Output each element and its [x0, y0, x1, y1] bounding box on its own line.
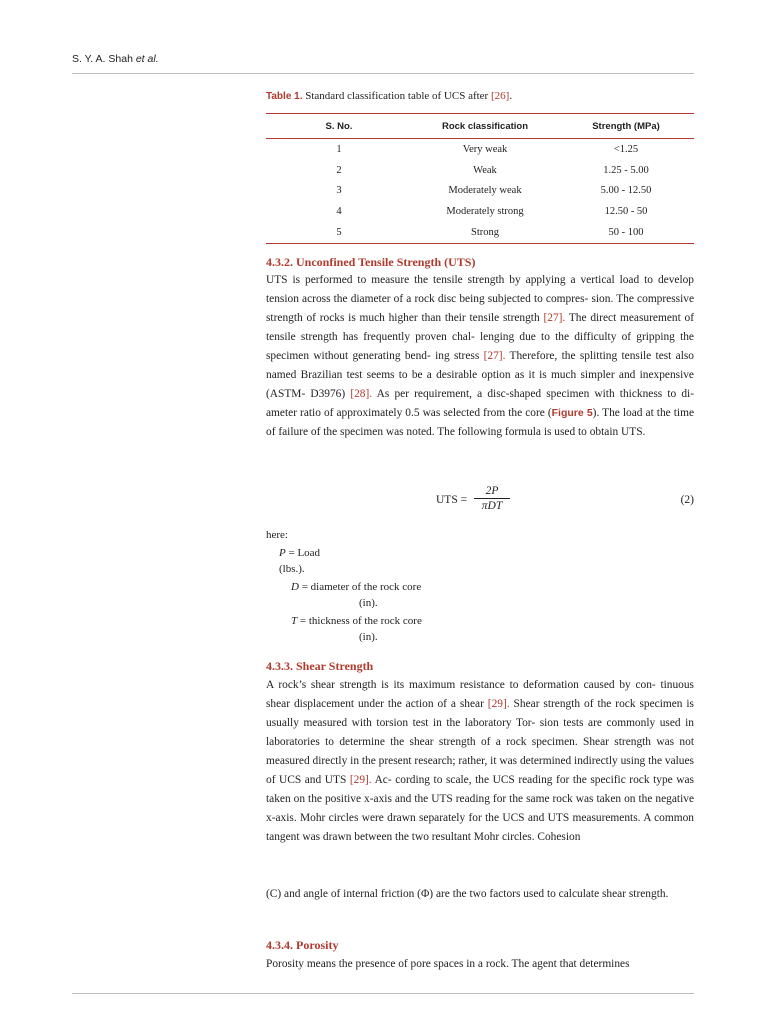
- cell-classification: Strong: [412, 222, 558, 243]
- author-name: S. Y. A. Shah: [72, 53, 133, 65]
- uts-text-2: The direct measurement of tensile strength has frequently proven chal- lenging due to the difficulty of gripping the specimen without generating bend- ing stress: [266, 312, 694, 362]
- table-row: [266, 139, 694, 160]
- paragraph-uts: [266, 271, 694, 442]
- cell-sno: 2: [336, 164, 342, 176]
- equation-number: (2): [680, 494, 694, 506]
- uts-equation: [266, 484, 694, 520]
- ref-link-27[interactable]: [27].: [483, 350, 506, 362]
- caption-text: Standard classification table of UCS after: [302, 90, 491, 102]
- section-heading-porosity: 4.3.4. Porosity: [266, 938, 339, 952]
- ref-link-29[interactable]: [29].: [349, 774, 372, 786]
- d-def: = diameter of the rock core: [298, 581, 422, 593]
- caption-ref-link[interactable]: [26]: [490, 90, 510, 102]
- ref-link-29[interactable]: [29].: [487, 698, 510, 710]
- cell-strength: 5.00 - 12.50: [600, 185, 652, 197]
- variable-p-unit: (lbs.).: [279, 563, 305, 575]
- variable-t-definition: [291, 614, 422, 628]
- running-header: [72, 53, 159, 65]
- cell-strength: 12.50 - 50: [604, 206, 648, 218]
- col-header-sno: S. No.: [266, 114, 412, 139]
- ref-link-28[interactable]: [28].: [350, 388, 373, 400]
- shear-text-2: Shear strength of the rock specimen is usually measured with torsion test in the laboratory Tor- sion tests are commonly used in laboratories to determine the shear strength of a rock specimen. Shear strength was not measured directly in the present research; rather, it was determined indirectly using the values of UCS and UTS: [266, 698, 694, 786]
- cell-sno: 3: [336, 185, 342, 197]
- uts-text-5: ). The load at the time of failure of the specimen was noted. The following formula is used to obtain UTS.: [266, 407, 695, 438]
- equation-fraction: [474, 485, 510, 512]
- section-heading-shear: 4.3.3. Shear Strength: [266, 659, 374, 673]
- variable-d-definition: [291, 580, 421, 594]
- cell-strength: 1.25 - 5.00: [603, 164, 649, 176]
- cell-strength: 50 - 100: [558, 222, 694, 243]
- symbol-t: T: [291, 615, 298, 627]
- table-row: [266, 181, 694, 202]
- table-caption: [266, 90, 694, 102]
- cell-classification: Very weak: [462, 143, 508, 155]
- col-header-strength: Strength (MPa): [558, 114, 694, 139]
- cell-classification: Weak: [473, 164, 497, 176]
- t-def: = thickness of the rock core: [297, 615, 422, 627]
- cell-strength: <1.25: [613, 143, 639, 155]
- col-header-classification: Rock classification: [412, 114, 558, 139]
- equation-numerator: 2P: [474, 485, 510, 499]
- paragraph-shear-cont: (C) and angle of internal friction (Φ) are the two factors used to calculate shear strength.: [266, 888, 669, 900]
- footer-rule: [72, 993, 694, 994]
- header-rule: [72, 73, 694, 74]
- uts-text-3: Therefore, the splitting tensile test also named Brazilian test seems to be a desirable option as it is much simpler and inexpensive (ASTM- D3976): [266, 350, 695, 400]
- table-label: Table 1.: [266, 91, 303, 102]
- cell-sno: 4: [336, 206, 342, 218]
- section-heading-uts: 4.3.2. Unconfined Tensile Strength (UTS): [266, 255, 476, 269]
- variable-t-unit: (in).: [359, 631, 378, 643]
- figure-5-link[interactable]: Figure 5: [551, 407, 593, 419]
- uts-text-1: UTS is performed to measure the tensile strength by applying a vertical load to develop tension across the diameter of a rock disc being subjected to compres- sion. The compressive strength of rocks is much higher than their tensile strength: [266, 274, 694, 324]
- equation-denominator: πDT: [481, 500, 503, 512]
- paragraph-shear: [266, 676, 694, 847]
- cell-sno: 1: [336, 143, 342, 155]
- author-suffix: et al.: [135, 53, 159, 65]
- ref-link-27[interactable]: [27].: [543, 312, 566, 324]
- equation-lhs: UTS =: [436, 494, 468, 506]
- table-row: [266, 222, 694, 243]
- uts-text-4: As per requirement, a disc-shaped specimen with thickness to di- ameter ratio of approximately 0.5 was selected from the core (: [266, 388, 694, 419]
- table-header-row: [266, 114, 694, 139]
- cell-classification: Moderately weak: [448, 185, 522, 197]
- shear-text-1: A rock’s shear strength is its maximum resistance to deformation caused by con- tinuous shear displacement under the action of a shear: [266, 679, 694, 710]
- p-def: = Load: [285, 547, 321, 559]
- variable-p-definition: [279, 546, 320, 560]
- table-row: [266, 201, 694, 222]
- symbol-p: P: [279, 547, 286, 559]
- paragraph-porosity: Porosity means the presence of pore spaces in a rock. The agent that determines: [266, 958, 630, 970]
- variable-d-unit: (in).: [359, 597, 378, 609]
- cell-sno: 5: [266, 222, 412, 243]
- caption-end: .: [509, 90, 513, 102]
- ucs-classification-table: [266, 113, 694, 244]
- symbol-d: D: [291, 581, 299, 593]
- cell-classification: Moderately strong: [446, 206, 524, 218]
- table-row: [266, 160, 694, 181]
- shear-text-3: Ac- cording to scale, the UCS reading for the specific rock type was taken on the positive x-axis and the UTS reading for the same rock was taken on the negative x-axis. Mohr circles were drawn separately for the UCS and UTS measurements. A common tangent was drawn between the two resultant Mohr circles. Cohesion: [266, 774, 694, 843]
- where-label: here:: [266, 529, 288, 541]
